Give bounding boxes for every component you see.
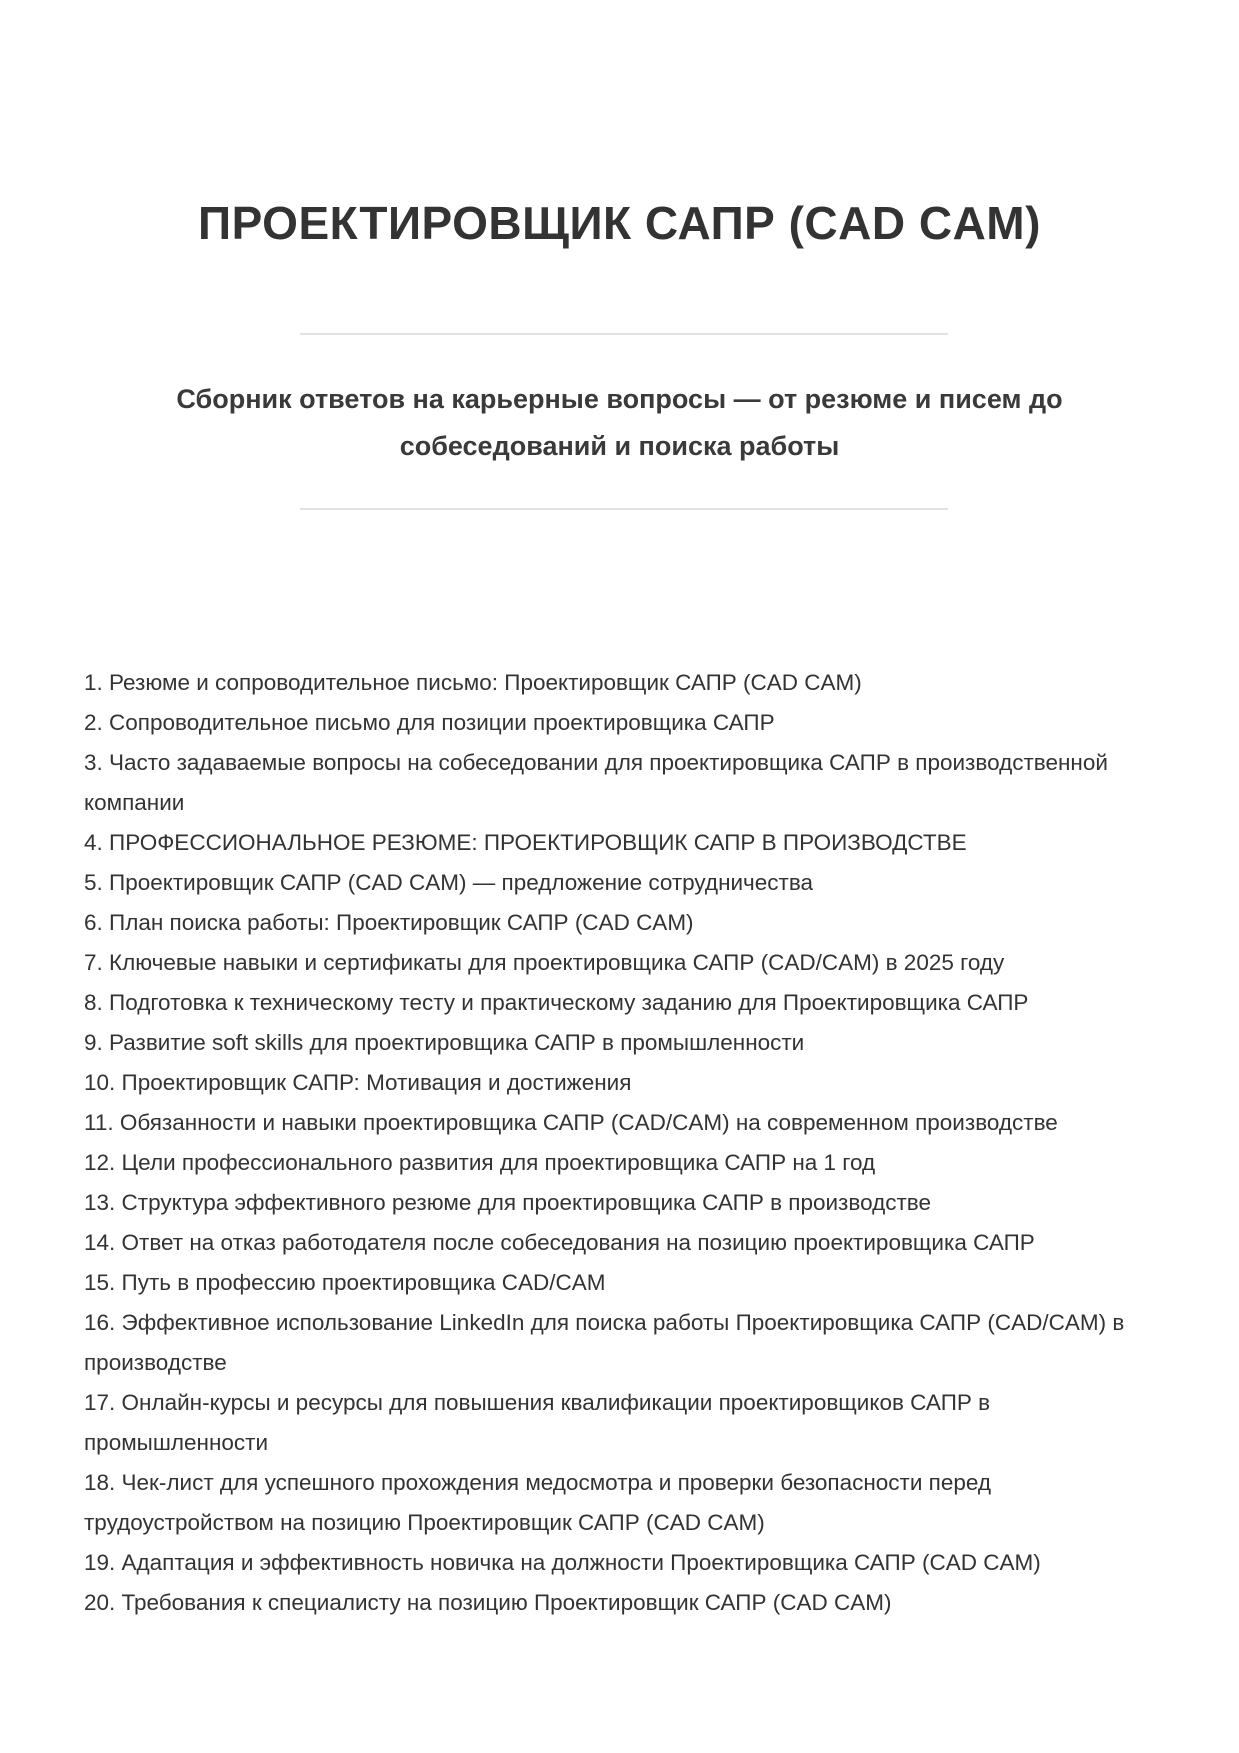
toc-item[interactable]: 14. Ответ на отказ работодателя после собеседования на позицию проектировщика САПР	[84, 1230, 1035, 1255]
table-of-contents	[84, 663, 1159, 1623]
subtitle: Сборник ответов на карьерные вопросы — от резюме и писем до собеседований и поиска работы	[176, 384, 1063, 461]
toc-item[interactable]: 10. Проектировщик САПР: Мотивация и достижения	[84, 1070, 632, 1095]
toc-item[interactable]: 2. Сопроводительное письмо для позиции проектировщика САПР	[84, 710, 775, 735]
toc-item[interactable]: 6. План поиска работы: Проектировщик САПР (CAD CAM)	[84, 910, 694, 935]
toc-item[interactable]: 8. Подготовка к техническому тесту и практическому заданию для Проектировщика САПР	[84, 990, 1029, 1015]
toc-item[interactable]: 19. Адаптация и эффективность новичка на должности Проектировщика САПР (CAD CAM)	[84, 1550, 1041, 1575]
toc-item[interactable]: 11. Обязанности и навыки проектировщика САПР (CAD/CAM) на современном производстве	[84, 1110, 1058, 1135]
divider-bottom	[300, 508, 948, 510]
page-title: ПРОЕКТИРОВЩИК САПР (CAD CAM)	[198, 197, 1041, 249]
toc-item[interactable]: 7. Ключевые навыки и сертификаты для проектировщика САПР (CAD/CAM) в 2025 году	[84, 950, 1005, 975]
toc-item[interactable]: 18. Чек-лист для успешного прохождения медосмотра и проверки безопасности перед трудоустройством на позицию Проектировщик САПР (CAD CAM)	[84, 1470, 992, 1535]
toc-item[interactable]: 9. Развитие soft skills для проектировщика САПР в промышленности	[84, 1030, 805, 1055]
divider-top	[300, 333, 948, 335]
toc-item[interactable]: 4. ПРОФЕССИОНАЛЬНОЕ РЕЗЮМЕ: ПРОЕКТИРОВЩИК САПР В ПРОИЗВОДСТВЕ	[84, 830, 967, 855]
toc-item[interactable]: 1. Резюме и сопроводительное письмо: Проектировщик САПР (CAD CAM)	[84, 670, 862, 695]
toc-item[interactable]: 5. Проектировщик САПР (CAD CAM) — предложение сотрудничества	[84, 870, 814, 895]
toc-item[interactable]: 3. Часто задаваемые вопросы на собеседовании для проектировщика САПР в производственной компании	[84, 750, 1108, 815]
toc-item[interactable]: 20. Требования к специалисту на позицию Проектировщик САПР (CAD CAM)	[84, 1590, 892, 1615]
toc-item[interactable]: 15. Путь в профессию проектировщика CAD/CAM	[84, 1270, 606, 1295]
toc-item[interactable]: 13. Структура эффективного резюме для проектировщика САПР в производстве	[84, 1190, 931, 1215]
toc-item[interactable]: 12. Цели профессионального развития для проектировщика САПР на 1 год	[84, 1150, 876, 1175]
toc-item[interactable]: 17. Онлайн-курсы и ресурсы для повышения квалификации проектировщиков САПР в промышленности	[84, 1390, 991, 1455]
toc-item[interactable]: 16. Эффективное использование LinkedIn для поиска работы Проектировщика САПР (CAD/CAM) в производстве	[84, 1310, 1125, 1375]
